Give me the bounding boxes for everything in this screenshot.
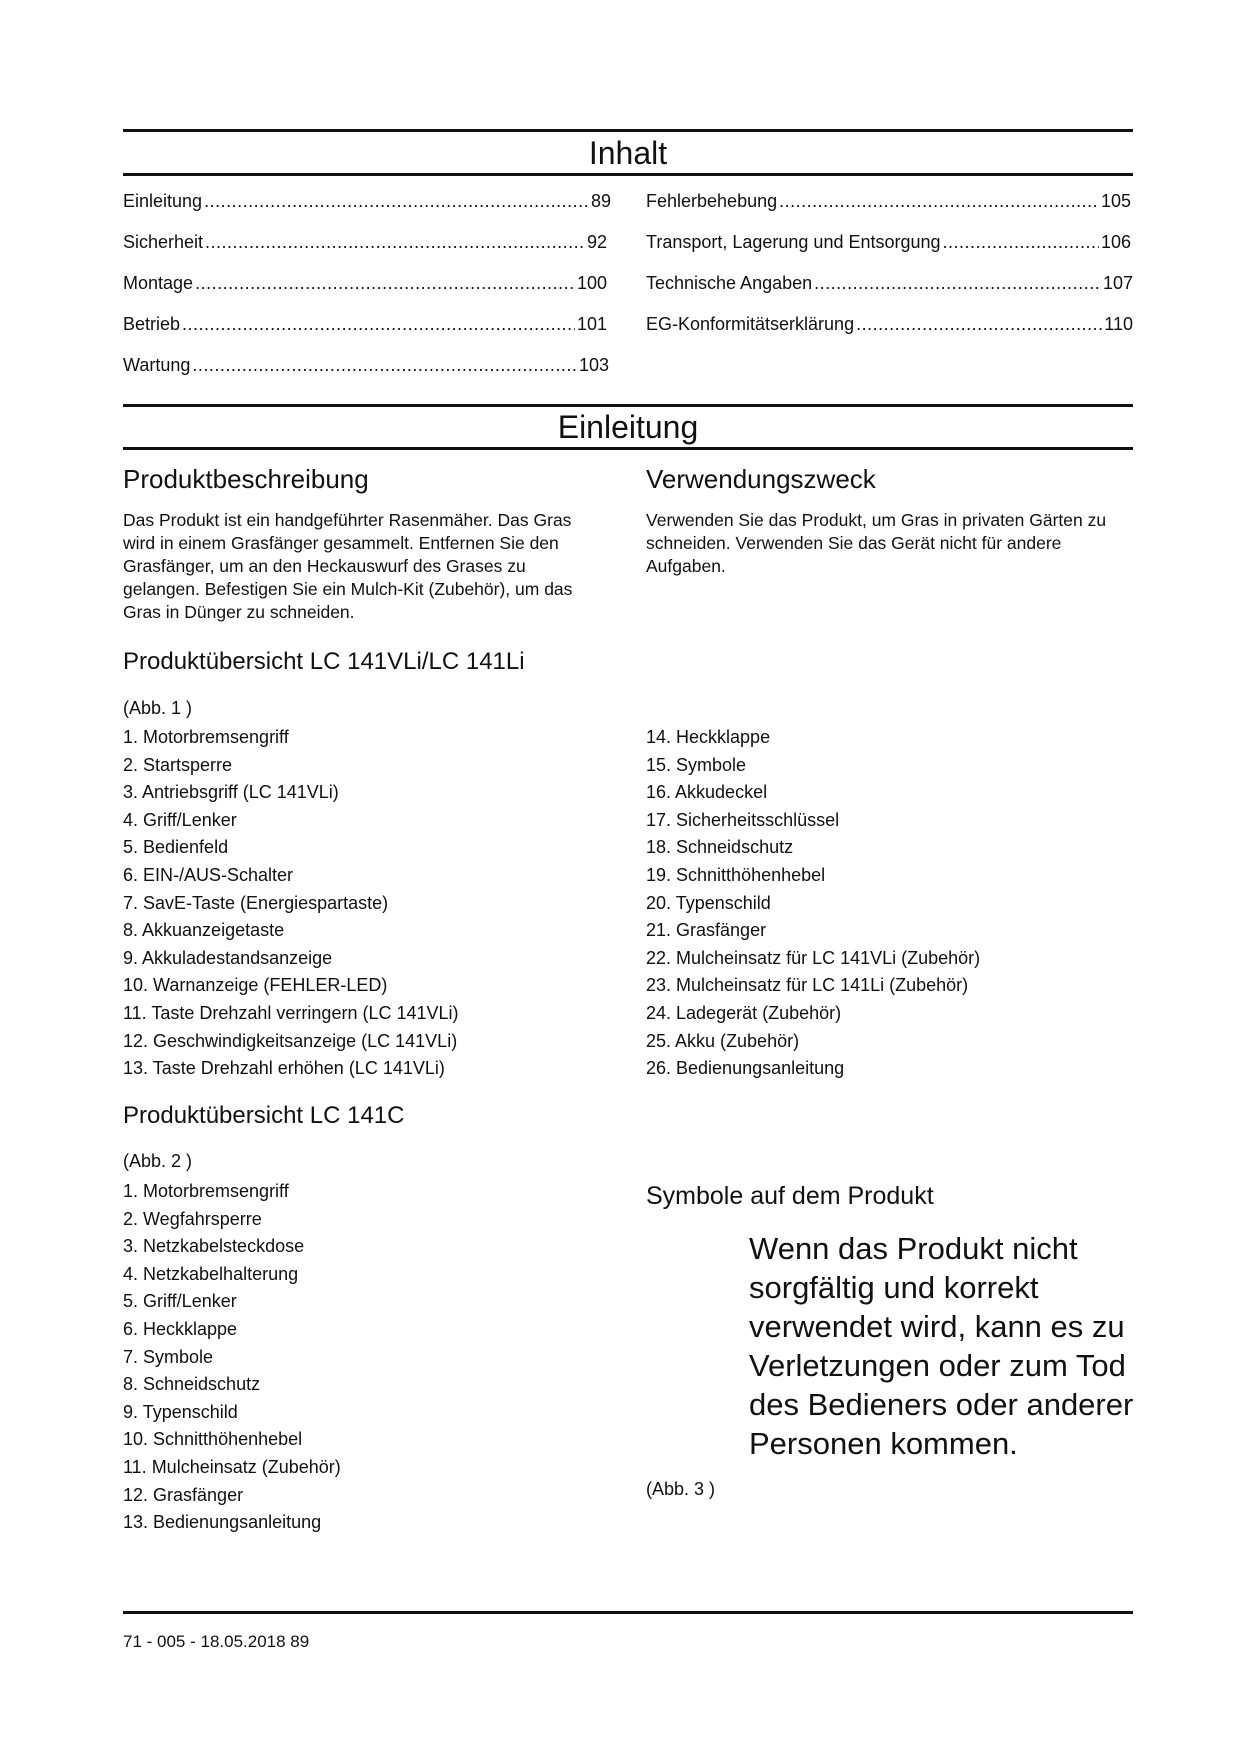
list-item: 1. Motorbremsengriff — [123, 1181, 289, 1201]
product-description-heading: Produktbeschreibung — [123, 464, 369, 494]
toc-entry[interactable]: Wartung ..... 103 — [123, 354, 609, 376]
list-item: 17. Sicherheitsschlüssel — [646, 809, 840, 830]
toc-entry[interactable]: Betrieb ..... 101 — [123, 313, 607, 335]
list-item: 20. Typenschild — [646, 892, 771, 913]
symbols-figure-ref[interactable]: (Abb. 3 ) — [646, 1479, 716, 1499]
list-item: 15. Symbole — [646, 754, 747, 775]
list-item: 14. Heckklappe — [646, 727, 771, 747]
list-item: 6. EIN-/AUS-Schalter — [123, 864, 294, 885]
list-item: 3. Antriebsgriff (LC 141VLi) — [123, 782, 339, 803]
overview-c-figure-ref[interactable]: (Abb. 2 ) — [123, 1151, 193, 1171]
warning-text: Wenn das Produkt nicht sorgfältig und korrekt verwendet wird, kann es zu Verletzungen oder zum Tod des Bedieners oder anderer Personen kommen. — [749, 1231, 1134, 1461]
list-item: 26. Bedienungsanleitung — [646, 1058, 845, 1079]
list-item: 8. Schneidschutz — [123, 1374, 261, 1395]
toc-leader — [204, 190, 589, 212]
overview-li-figure-ref[interactable]: (Abb. 1 ) — [123, 698, 193, 718]
toc-entry[interactable]: Sicherheit ..... 92 — [123, 231, 607, 253]
symbols-heading: Symbole auf dem Produkt — [646, 1182, 934, 1210]
list-item: 9. Akkuladestandsanzeige — [123, 947, 333, 968]
list-item: 10. Schnitthöhenhebel — [123, 1429, 303, 1450]
intended-use-heading: Verwendungszweck — [646, 464, 876, 494]
list-item: 25. Akku (Zubehör) — [646, 1030, 800, 1051]
toc-leader — [192, 354, 577, 376]
list-item: 5. Griff/Lenker — [123, 1291, 237, 1312]
list-item: 4. Griff/Lenker — [123, 809, 237, 830]
list-item: 1. Motorbremsengriff — [123, 727, 289, 747]
overview-c-heading: Produktübersicht LC 141C — [123, 1102, 405, 1129]
list-item: 12. Geschwindigkeitsanzeige (LC 141VLi) — [123, 1030, 458, 1051]
contents-rule — [123, 173, 1133, 176]
footer-text: 71 - 005 - 18.05.2018 89 — [123, 1632, 310, 1651]
product-description-text: Das Produkt ist ein handgeführter Rasenmäher. Das Gras wird in einem Grasfänger gesammelt. Entfernen Sie den Grasfänger, um an den Heckauswurf des Grases zu gelangen. Befestigen Sie ein Mulch-Kit (Zubehör), um das Gras in Dünger zu schneiden. — [123, 510, 573, 622]
list-item: 6. Heckklappe — [123, 1318, 238, 1339]
list-item: 11. Mulcheinsatz (Zubehör) — [123, 1456, 341, 1477]
list-item: 3. Netzkabelsteckdose — [123, 1236, 305, 1257]
list-item: 21. Grasfänger — [646, 920, 767, 941]
overview-li-list-left — [123, 724, 603, 1083]
list-item: 13. Taste Drehzahl erhöhen (LC 141VLi) — [123, 1058, 445, 1079]
toc-entry[interactable]: Einleitung ..... 89 — [123, 190, 611, 212]
list-item: 2. Wegfahrsperre — [123, 1208, 262, 1229]
list-item: 10. Warnanzeige (FEHLER-LED) — [123, 975, 388, 996]
toc-leader — [856, 313, 1102, 335]
list-item: 18. Schneidschutz — [646, 837, 794, 858]
top-rule — [123, 129, 1133, 132]
intended-use-text: Verwenden Sie das Produkt, um Gras in privaten Gärten zu schneiden. Verwenden Sie das Gerät nicht für andere Aufgaben. — [646, 510, 1107, 576]
contents-title: Inhalt — [588, 135, 668, 171]
overview-li-heading: Produktübersicht LC 141VLi/LC 141Li — [123, 648, 525, 675]
list-item: 4. Netzkabelhalterung — [123, 1263, 299, 1284]
list-item: 24. Ladegerät (Zubehör) — [646, 1002, 842, 1023]
intro-rule — [123, 447, 1133, 450]
toc-entry[interactable]: Transport, Lagerung und Entsorgung ..... 106 — [646, 231, 1131, 253]
overview-c-list — [123, 1178, 603, 1537]
footer-rule — [123, 1611, 1133, 1614]
list-item: 16. Akkudeckel — [646, 782, 768, 803]
list-item: 2. Startsperre — [123, 754, 233, 775]
overview-li-list-right — [646, 724, 1126, 1083]
list-item: 9. Typenschild — [123, 1401, 238, 1422]
list-item: 22. Mulcheinsatz für LC 141VLi (Zubehör) — [646, 947, 981, 968]
toc-entry[interactable]: EG-Konformitätserklärung ..... 110 — [646, 313, 1133, 335]
list-item: 23. Mulcheinsatz für LC 141Li (Zubehör) — [646, 975, 969, 996]
list-item: 13. Bedienungsanleitung — [123, 1512, 322, 1533]
toc-entry[interactable]: Technische Angaben ..... 107 — [646, 272, 1133, 294]
toc-leader — [195, 272, 575, 294]
list-item: 5. Bedienfeld — [123, 837, 229, 858]
list-item: 11. Taste Drehzahl verringern (LC 141VLi) — [123, 1002, 459, 1023]
toc-leader — [943, 231, 1099, 253]
toc-leader — [182, 313, 575, 335]
list-item: 19. Schnitthöhenhebel — [646, 864, 826, 885]
toc-entry[interactable]: Montage ..... 100 — [123, 272, 607, 294]
list-item: 7. SavE-Taste (Energiespartaste) — [123, 892, 389, 913]
list-item: 12. Grasfänger — [123, 1484, 244, 1505]
toc-leader — [814, 272, 1101, 294]
list-item: 8. Akkuanzeigetaste — [123, 920, 285, 941]
intro-title: Einleitung — [557, 409, 699, 445]
toc-leader — [779, 190, 1099, 212]
toc-entry[interactable]: Fehlerbehebung ..... 105 — [646, 190, 1131, 212]
list-item: 7. Symbole — [123, 1346, 214, 1367]
toc-leader — [205, 231, 585, 253]
